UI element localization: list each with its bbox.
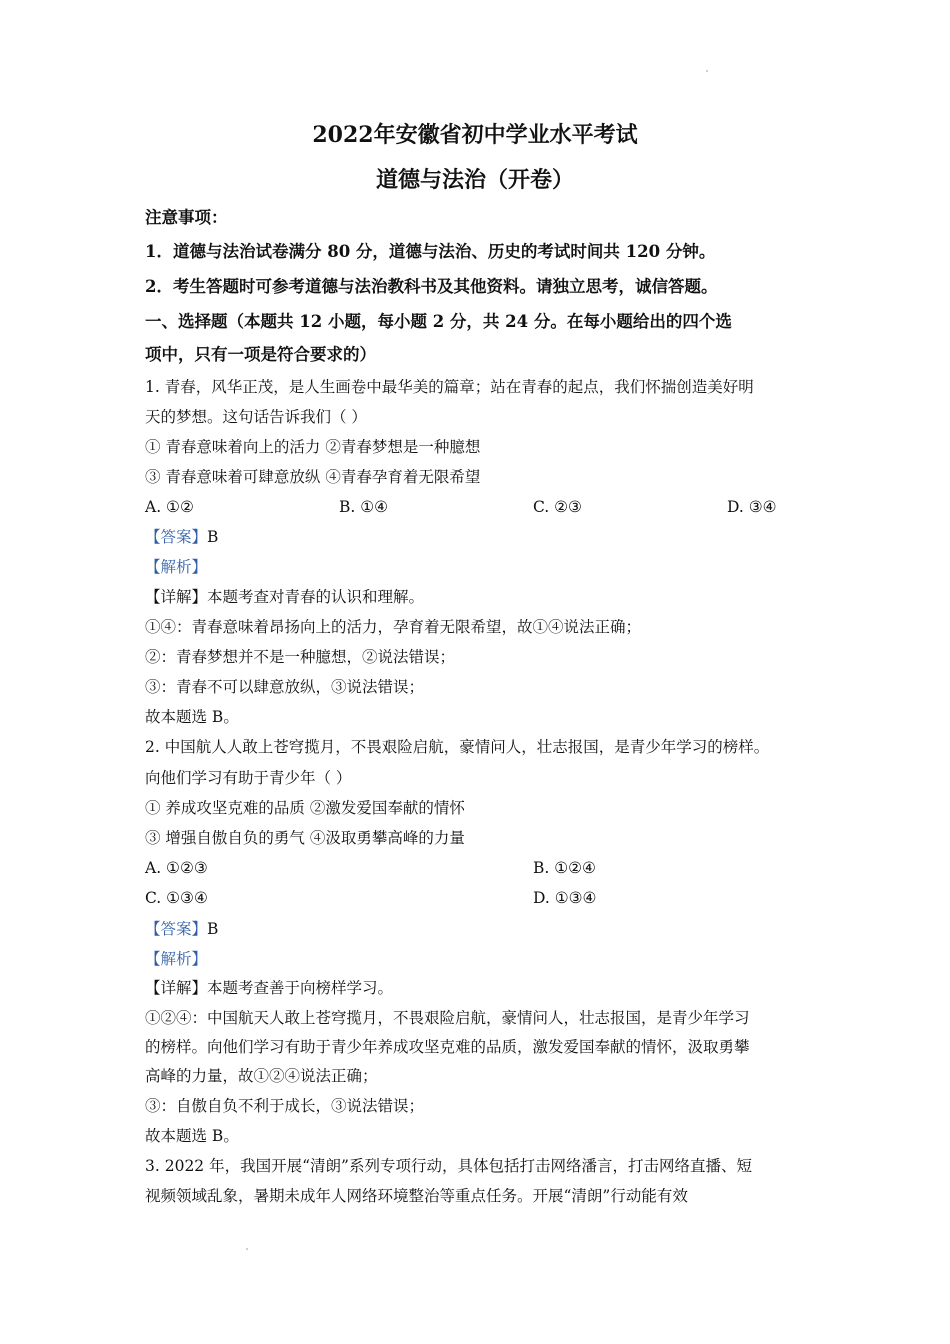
q2-detail: 本题考查善于向榜样学习。 [207, 979, 394, 997]
answer-tag: 【答案】 [145, 920, 208, 938]
q2-option-d: D. ①③④ [533, 889, 597, 907]
q1-explain-1: ①④：青春意味着昂扬向上的活力，孕育着无限希望，故①④说法正确； [145, 618, 642, 636]
q2-conclusion: 故本题选 B。 [145, 1127, 239, 1145]
q2-statement-2: ③ 增强自傲自负的勇气 ④汲取勇攀高峰的力量 [145, 829, 465, 847]
q1-answer-line [145, 527, 218, 547]
notice-heading: 注意事项： [145, 208, 228, 227]
q3-stem-cont: 视频领域乱象，暑期未成年人网络环境整治等重点任务。开展“清朗”行动能有效 [145, 1187, 688, 1205]
q2-option-a: A. ①②③ [145, 859, 208, 877]
q2-statement-1: ① 养成攻坚克难的品质 ②激发爱国奉献的情怀 [145, 799, 465, 817]
q2-answer-line [145, 919, 218, 939]
q1-option-b: B. ①④ [339, 498, 389, 516]
detail-tag: 【详解】 [145, 588, 208, 606]
q1-option-d: D. ③④ [727, 498, 777, 516]
q1-explain-2: ②：青春梦想并不是一种臆想，②说法错误； [145, 648, 456, 666]
answer-tag: 【答案】 [145, 528, 208, 546]
q2-answer: B [207, 920, 219, 938]
q1-stem-cont: 天的梦想。这句话告诉我们（ ） [145, 408, 367, 426]
q1-analysis-line [145, 557, 207, 577]
q1-option-a: A. ①② [145, 498, 194, 516]
scan-dot [706, 70, 708, 72]
section-heading-cont: 项中，只有一项是符合要求的） [145, 345, 376, 364]
q1-conclusion: 故本题选 B。 [145, 708, 239, 726]
q1-answer: B [207, 528, 219, 546]
q2-detail-line [145, 978, 393, 998]
notice-1: 1．道德与法治试卷满分 80 分，道德与法治、历史的考试时间共 120 分钟。 [145, 242, 716, 261]
q1-option-c: C. ②③ [533, 498, 582, 516]
q1-statement-1: ① 青春意味着向上的活力 ②青春梦想是一种臆想 [145, 438, 481, 456]
analysis-tag: 【解析】 [145, 558, 208, 576]
q1-stem: 1. 青春，风华正茂，是人生画卷中最华美的篇章；站在青春的起点，我们怀揣创造美好明 [145, 378, 754, 396]
exam-subtitle: 道德与法治（开卷） [375, 167, 574, 193]
detail-tag: 【详解】 [145, 979, 208, 997]
q2-explain-3: 高峰的力量，故①②④说法正确； [145, 1067, 378, 1085]
scan-dot [246, 1248, 248, 1250]
q2-option-b: B. ①②④ [533, 859, 596, 877]
q1-detail: 本题考查对青春的认识和理解。 [207, 588, 425, 606]
q1-statement-2: ③ 青春意味着可肆意放纵 ④青春孕育着无限希望 [145, 468, 481, 486]
q2-option-c: C. ①③④ [145, 889, 208, 907]
q2-explain-4: ③：自傲自负不利于成长，③说法错误； [145, 1097, 425, 1115]
q3-stem: 3. 2022 年，我国开展“清朗”系列专项行动，具体包括打击网络潘言，打击网络直播、短 [145, 1157, 752, 1175]
section-heading: 一、选择题（本题共 12 小题，每小题 2 分，共 24 分。在每小题给出的四个选 [145, 312, 732, 331]
q1-detail-line [145, 587, 424, 607]
notice-2: 2．考生答题时可参考道德与法治教科书及其他资料。请独立思考，诚信答题。 [145, 277, 718, 296]
q2-explain-2: 的榜样。向他们学习有助于青少年养成攻坚克难的品质，激发爱国奉献的情怀，汲取勇攀 [145, 1038, 750, 1056]
q2-analysis-line [145, 949, 207, 969]
q2-stem-cont: 向他们学习有助于青少年（ ） [145, 769, 352, 787]
analysis-tag: 【解析】 [145, 950, 208, 968]
q2-stem: 2. 中国航人人敢上苍穹揽月，不畏艰险启航，豪情问人，壮志报国，是青少年学习的榜样。 [145, 738, 770, 756]
exam-title: 2022年安徽省初中学业水平考试 [312, 122, 638, 148]
q2-explain-1: ①②④：中国航天人敢上苍穹揽月，不畏艰险启航，豪情问人，壮志报国，是青少年学习 [145, 1009, 750, 1027]
q1-explain-3: ③：青春不可以肆意放纵，③说法错误； [145, 678, 425, 696]
